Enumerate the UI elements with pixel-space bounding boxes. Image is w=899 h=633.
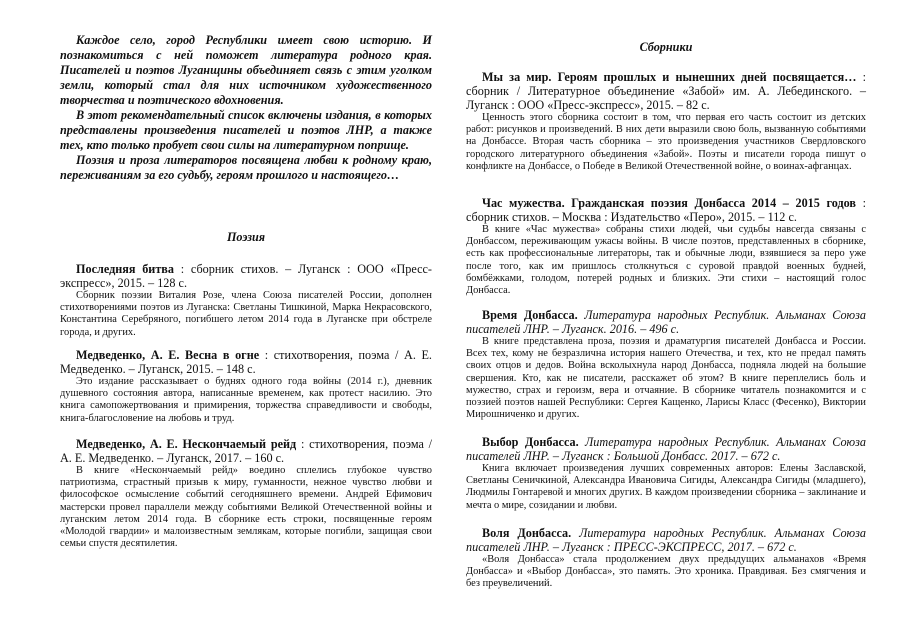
book-entry (60, 262, 432, 339)
entry-title: Медведенко, А. Е. Весна в огне (76, 348, 260, 362)
entry-citation: : сборник стихов. – Луганск : ООО «Пресс-экспресс», 2015. – 128 с. (60, 262, 432, 290)
intro-paragraph: Каждое село, город Республики имеет свою историю. И познакомиться с ней поможет литература родного края. Писателей и поэтов Луганщины объединяет связь с этим уголком земли, который стал для них источником художественного творчества и поэтического вдохновения. (60, 33, 432, 107)
section-title-collections: Сборники (639, 40, 693, 54)
entry-title: Час мужества. Гражданская поэзия Донбасса 2014 – 2015 годов (482, 196, 856, 210)
entry-title: Последняя битва (76, 262, 174, 276)
entry-heading (466, 435, 866, 463)
entry-heading (60, 348, 432, 376)
entry-citation: : сборник / Литературное объединение «Забой» им. А. Лебединского. – Луганск : ООО «Пресс-экспресс», 2015. – 82 с. (466, 70, 866, 112)
entry-citation: : стихотворения, поэма / А. Е. Медведенко. – Луганск, 2017. – 160 с. (60, 437, 432, 465)
book-entry (466, 70, 866, 173)
entry-heading (60, 262, 432, 290)
entry-description: Ценность этого сборника состоит в том, что первая его часть состоит из детских работ: рисунков и произведений. В них дети выразили свою боль, вызванную событиями на Донбассе. Вторая часть сборника – это произведения участников Свердловского городского литературного объединения «Забой». Поэты и писатели города пишут о конфликте на Донбассе, о Победе в Великой Отечественной войне, о воинах-афганцах. (466, 112, 866, 172)
entry-description: В книге представлена проза, поэзия и драматургия писателей Донбасса и России. Всех тех, кому не безразлична история нашего Отечества, и тех, кто не предал память своих отцов и дедов. Война всколыхнула народ Донбасса, подняла людей на большие свершения. Кто, как не писатели, расскажет об этом? В книге переплелись боль и мужество, страх и героизм, вера и отчаяние. В сборнике читатель познакомится и с поэзией поэтов нашей Республики: Сергея Кащенко, Ларисы Класс (Фесенко), Виктории Мирошниченко и других. (466, 336, 866, 421)
entry-citation: Литература народных Республик. Альманах Союза писателей ЛНР. – Луганск. 2016. – 496 с. (466, 308, 866, 336)
entry-title: Воля Донбасса. (482, 526, 572, 540)
book-entry (466, 526, 866, 591)
intro-text (60, 33, 432, 183)
intro-paragraph: В этот рекомендательный список включены издания, в которых представлены произведения писателей и поэтов ЛНР, а также тех, кто только пробует свои силы на литературном поприще. (60, 108, 432, 152)
book-entry (466, 308, 866, 421)
entry-citation: : сборник стихов. – Москва : Издательство «Перо», 2015. – 112 с. (466, 196, 866, 224)
entry-description: Это издание рассказывает о буднях одного года войны (2014 г.), дневник душевного состояния автора, написанные временем, как протест насилию. Это книга самопожертвования и примирения, торжества справедливости и свободы, книга-благословение на любовь и труд. (60, 376, 432, 424)
entry-description: В книге «Нескончаемый рейд» воедино сплелись глубокое чувство патриотизма, страстный призыв к миру, гуманности, нежное чувство любви и философское осмысление событий сегодняшнего времени. Андрей Ефимович мастерски провел параллели между событиями Великой Отечественной войны и луганским летом 2014 года. В сборнике есть строки, посвященные героям «Молодой гвардии» и малоизвестным землякам, которые погибли, защищая свои семьи спустя десятилетия. (60, 465, 432, 550)
book-entry (60, 348, 432, 425)
entry-citation: Литература народных Республик. Альманах Союза писателей ЛНР. – Луганск : ПРЕСС-ЭКСПРЕСС, 2017. – 672 с. (466, 526, 866, 554)
entry-title: Выбор Донбасса. (482, 435, 579, 449)
book-entry (466, 435, 866, 512)
book-entry (466, 196, 866, 297)
entry-heading (466, 196, 866, 224)
section-title-poetry: Поэзия (226, 230, 266, 244)
entry-description: Сборник поэзии Виталия Розе, члена Союза писателей России, дополнен стихотворениями поэтов из Луганска: Светланы Тишкиной, Марка Некрасовского, Константина Серебряного, погибшего летом 2014 года в Луганске при обстреле города, и других. (60, 290, 432, 338)
entry-title: Мы за мир. Героям прошлых и нынешних дней посвящается… (482, 70, 857, 84)
entry-title: Время Донбасса. (482, 308, 578, 322)
book-entry (60, 437, 432, 550)
entry-description: «Воля Донбасса» стала продолжением двух предыдущих альманахов «Время Донбасса» и «Выбор Донбасса», это память. Это хроника. Правдивая. Без смягчения и без преувеличений. (466, 554, 866, 590)
entry-heading (466, 526, 866, 554)
entry-heading (60, 437, 432, 465)
entry-description: В книге «Час мужества» собраны стихи людей, чьи судьбы навсегда связаны с Донбассом, переживающим ужасы войны. В числе поэтов, представленных в сборнике, есть как профессиональные литераторы, так и обычные люди, взявшиеся за перо уже после того, как им пришлось столкнуться с суровой правдой военных будней, бомбёжками, голодом, потерей родных и близких. Эти стихи – настоящий голос Донбасса. (466, 224, 866, 297)
entry-title: Медведенко, А. Е. Нескончаемый рейд (76, 437, 297, 451)
entry-citation: Литература народных Республик. Альманах Союза писателей ЛНР. – Луганск : Большой Донбасс. 2017. – 672 с. (466, 435, 867, 463)
entry-heading (466, 308, 866, 336)
intro-paragraph: Поэзия и проза литераторов посвящена любви к родному краю, переживаниям за его судьбу, героям прошлого и настоящего… (60, 153, 432, 182)
entry-description: Книга включает произведения лучших современных авторов: Елены Заславской, Светланы Сеничкиной, Александра Ивановича Сигиды, Александра Сигиды (младшего), Людмилы Гонтаревой и многих других. В каждом произведении сборника – заклинание и мечта о мире, созидании и любви. (466, 463, 866, 511)
entry-heading (466, 70, 866, 112)
entry-citation: : стихотворения, поэма / А. Е. Медведенко. – Луганск, 2015. – 148 с. (60, 348, 432, 376)
